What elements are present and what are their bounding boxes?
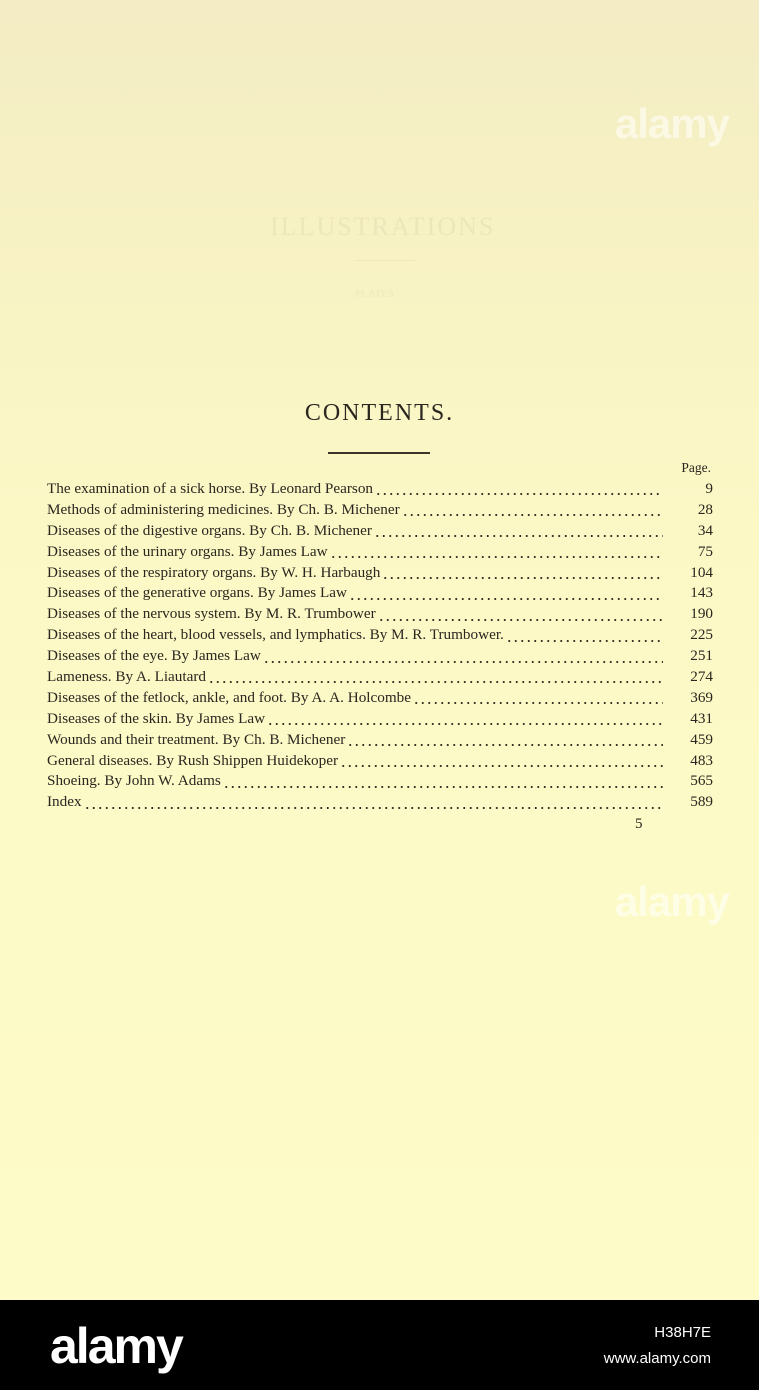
toc-dot-leader — [330, 556, 663, 558]
toc-entry-title: Diseases of the eye. By James Law — [47, 647, 261, 665]
toc-entry — [47, 646, 713, 667]
toc-entry-page: 190 — [690, 605, 713, 623]
stock-watermark-bar — [0, 1300, 759, 1390]
toc-entry-page: 75 — [697, 542, 713, 560]
toc-entry-page: 565 — [690, 772, 713, 790]
toc-entry-title: Index — [47, 793, 82, 811]
toc-entry-title: The examination of a sick horse. By Leonard Pearson — [47, 480, 374, 497]
toc-dot-leader — [340, 765, 663, 767]
toc-entry-page: 34 — [697, 521, 713, 539]
toc-entry-page: 251 — [690, 647, 713, 665]
toc-entry-title: Diseases of the urinary organs. By James Law — [47, 542, 328, 560]
toc-entry-page: 104 — [690, 563, 713, 581]
toc-entry-title: Diseases of the respiratory organs. By W. H. Harbaugh — [47, 563, 381, 581]
toc-entry — [47, 751, 713, 772]
toc-entry-page: 143 — [690, 584, 713, 602]
toc-dot-leader — [208, 681, 663, 683]
toc-entry-page: 9 — [705, 480, 713, 497]
toc-entry-page: 274 — [690, 668, 713, 686]
image-id: H38H7E — [654, 1324, 711, 1341]
contents-heading: CONTENTS. — [304, 400, 455, 426]
toc-entry-page: 431 — [690, 709, 713, 727]
toc-dot-leader — [375, 493, 663, 495]
toc-dot-leader — [374, 535, 663, 537]
toc-dot-leader — [263, 661, 663, 663]
toc-dot-leader — [223, 786, 663, 788]
alamy-logo: alamy — [50, 1318, 182, 1374]
watermark-logo-text: alamy — [614, 878, 729, 925]
ghost-rule — [355, 260, 415, 261]
toc-entry — [47, 688, 713, 709]
toc-entry-title: Diseases of the skin. By James Law — [47, 709, 266, 727]
toc-dot-leader — [347, 744, 663, 746]
toc-entry — [47, 604, 713, 625]
toc-entry — [47, 521, 713, 542]
table-of-contents — [47, 479, 713, 813]
toc-entry — [47, 771, 713, 792]
toc-dot-leader — [84, 807, 663, 809]
toc-entry — [47, 730, 713, 751]
watermark-logo — [615, 878, 729, 926]
toc-entry-title: Shoeing. By John W. Adams — [47, 772, 221, 790]
toc-dot-leader — [267, 723, 663, 725]
watermark-url: www.alamy.com — [603, 1350, 711, 1367]
toc-entry-title: Lameness. By A. Liautard — [47, 668, 207, 686]
toc-entry-title: Diseases of the generative organs. By James Law — [47, 584, 348, 602]
toc-entry — [47, 563, 713, 584]
toc-dot-leader — [402, 514, 663, 516]
page-number: 5 — [635, 816, 643, 832]
toc-entry-page: 28 — [697, 500, 713, 518]
toc-entry-title: Diseases of the nervous system. By M. R. Trumbower — [47, 605, 376, 623]
toc-entry-page: 483 — [690, 751, 713, 769]
watermark-logo — [615, 100, 729, 148]
ghost-title: ILLUSTRATIONS — [270, 212, 496, 241]
toc-entry — [47, 667, 713, 688]
page-column-label: Page. — [681, 460, 711, 475]
toc-dot-leader — [378, 619, 663, 621]
toc-entry — [47, 709, 713, 730]
bleed-through-text — [0, 0, 759, 520]
toc-entry-page: 459 — [690, 730, 713, 748]
toc-entry — [47, 479, 713, 500]
toc-dot-leader — [413, 702, 663, 704]
toc-entry-title: Diseases of the digestive organs. By Ch. B. Michener — [47, 521, 372, 539]
toc-dot-leader — [506, 640, 663, 642]
toc-entry — [47, 792, 713, 813]
toc-entry-page: 589 — [690, 793, 713, 811]
toc-entry-title: Diseases of the heart, blood vessels, and lymphatics. By M. R. Trumbower. — [47, 626, 504, 644]
toc-entry-title: General diseases. By Rush Shippen Huidekoper — [47, 751, 339, 769]
toc-entry-page: 225 — [690, 626, 713, 644]
toc-entry-page: 369 — [690, 688, 713, 706]
toc-entry — [47, 500, 713, 521]
toc-entry-title: Diseases of the fetlock, ankle, and foot. By A. A. Holcombe — [47, 688, 411, 706]
toc-entry-title: Methods of administering medicines. By Ch. B. Michener — [47, 500, 400, 518]
toc-entry — [47, 542, 713, 563]
toc-entry-title: Wounds and their treatment. By Ch. B. Michener — [47, 730, 346, 748]
watermark-logo-text: alamy — [614, 100, 729, 147]
toc-dot-leader — [382, 577, 663, 579]
toc-entry — [47, 625, 713, 646]
ghost-subtitle: PLATES — [355, 288, 395, 300]
toc-dot-leader — [349, 598, 663, 600]
toc-entry — [47, 583, 713, 604]
heading-rule — [328, 452, 430, 454]
